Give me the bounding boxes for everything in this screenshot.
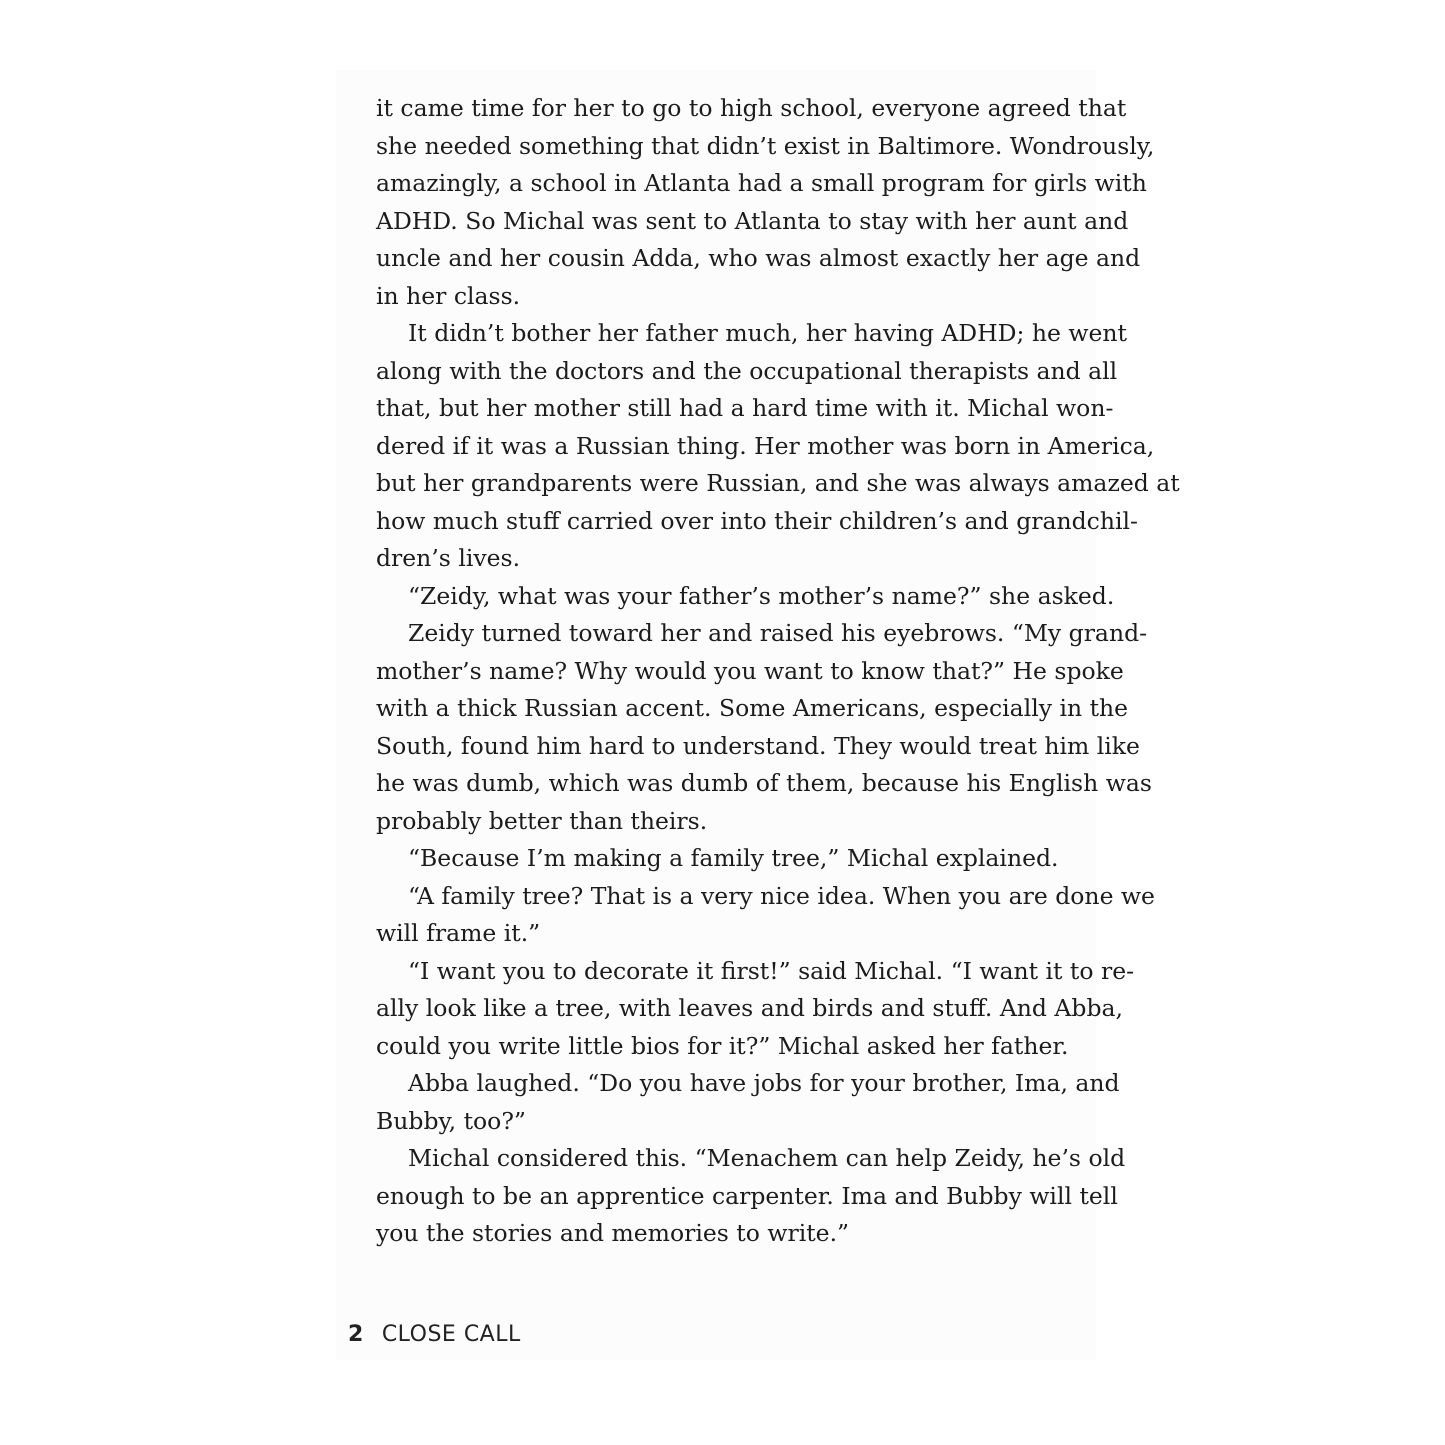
- text-line: ADHD. So Michal was sent to Atlanta to stay with her aunt and: [376, 206, 1129, 235]
- paragraph: [376, 615, 1152, 840]
- text-line: amazingly, a school in Atlanta had a small program for girls with: [376, 169, 1147, 197]
- text-line: “A family tree? That is a very nice idea. When you are done we: [408, 881, 1155, 910]
- text-line: you the stories and memories to write.”: [376, 1219, 850, 1247]
- text-line: but her grandparents were Russian, and she was always amazed at: [376, 469, 1180, 497]
- text-line: probably better than theirs.: [376, 806, 708, 835]
- text-line: “Because I’m making a family tree,” Michal explained.: [408, 844, 1059, 872]
- text-line: it came time for her to go to high school, everyone agreed that: [376, 94, 1127, 122]
- text-line: It didn’t bother her father much, her having ADHD; he went: [408, 319, 1127, 347]
- text-line: that, but her mother still had a hard time with it. Michal won-: [376, 394, 1114, 422]
- text-line: uncle and her cousin Adda, who was almost exactly her age and: [376, 244, 1141, 272]
- text-line: in her class.: [376, 281, 521, 310]
- text-line: South, found him hard to understand. They would treat him like: [376, 731, 1140, 760]
- page-number: 2: [348, 1322, 364, 1347]
- paragraph: [376, 878, 1155, 953]
- paragraph: [376, 90, 1155, 315]
- text-line: Zeidy turned toward her and raised his eyebrows. “My grand-: [408, 619, 1148, 647]
- text-line: will frame it.”: [376, 919, 541, 947]
- text-line: could you write little bios for it?” Michal asked her father.: [376, 1031, 1069, 1060]
- text-line: “Zeidy, what was your father’s mother’s name?” she asked.: [408, 581, 1115, 610]
- text-line: enough to be an apprentice carpenter. Ima and Bubby will tell: [376, 1181, 1118, 1210]
- text-line: Abba laughed. “Do you have jobs for your brother, Ima, and: [408, 1069, 1120, 1097]
- text-line: dren’s lives.: [376, 544, 521, 572]
- text-line: dered if it was a Russian thing. Her mother was born in America,: [376, 431, 1155, 460]
- text-line: mother’s name? Why would you want to know that?” He spoke: [376, 656, 1124, 685]
- paragraph: [376, 1065, 1120, 1140]
- page-footer: [348, 1322, 521, 1347]
- text-line: Michal considered this. “Menachem can help Zeidy, he’s old: [408, 1144, 1126, 1172]
- text-line: along with the doctors and the occupational therapists and all: [376, 356, 1118, 385]
- paragraph: [376, 840, 1096, 878]
- text-line: ally look like a tree, with leaves and birds and stuff. And Abba,: [376, 994, 1123, 1022]
- paragraph: [376, 953, 1135, 1066]
- text-line: with a thick Russian accent. Some Americans, especially in the: [376, 694, 1129, 722]
- text-line: Bubby, too?”: [376, 1106, 526, 1135]
- running-head: CLOSE CALL: [381, 1322, 521, 1347]
- text-line: he was dumb, which was dumb of them, because his English was: [376, 769, 1152, 797]
- paragraph: [376, 315, 1180, 578]
- text-line: “I want you to decorate it first!” said Michal. “I want it to re-: [408, 956, 1135, 985]
- text-line: she needed something that didn’t exist in Baltimore. Wondrously,: [376, 131, 1155, 160]
- text-line: how much stuff carried over into their children’s and grandchil-: [376, 506, 1138, 535]
- paragraph: [376, 1140, 1126, 1253]
- body-text: [376, 90, 1180, 1253]
- paragraph: [376, 578, 1115, 616]
